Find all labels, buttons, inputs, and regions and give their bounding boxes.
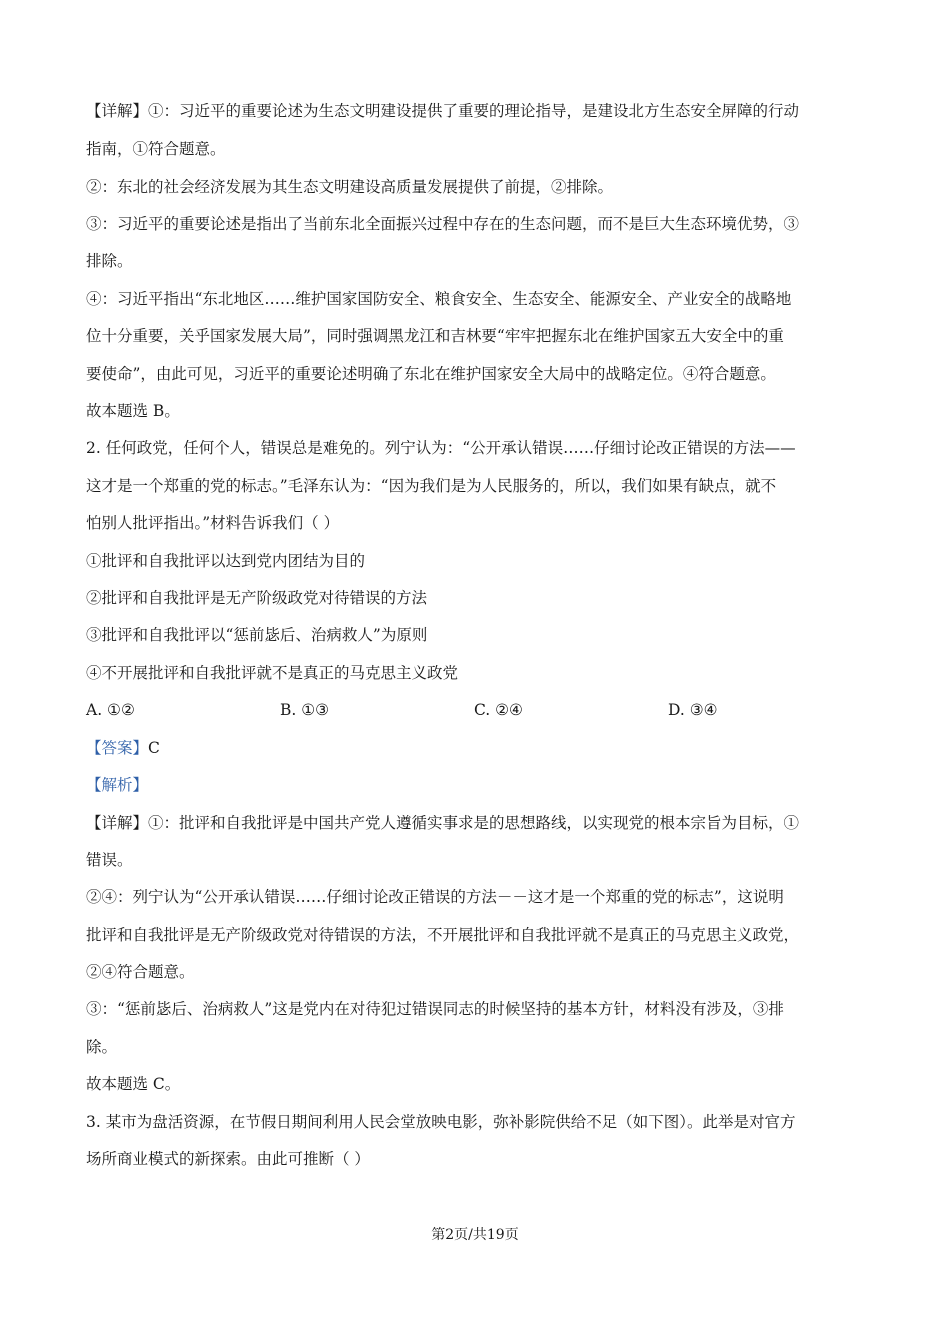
question-stem-line: 这才是一个郑重的党的标志。”毛泽东认为：“因为我们是为人民服务的，所以，我们如果有缺点，就不: [86, 477, 777, 495]
explanation-line: 批评和自我批评是无产阶级政党对待错误的方法，不开展批评和自我批评就不是真正的马克思主义政党，: [86, 926, 800, 944]
explanation-line: 【详解】①：批评和自我批评是中国共产党人遵循实事求是的思想路线，以实现党的根本宗旨为目标，①: [86, 814, 800, 832]
answer-label: 【答案】: [86, 739, 149, 757]
explanation-line: 【详解】①：习近平的重要论述为生态文明建设提供了重要的理论指导，是建设北方生态安全屏障的行动: [86, 102, 800, 120]
answer-row: [86, 738, 160, 758]
explanation-line: ③：习近平的重要论述是指出了当前东北全面振兴过程中存在的生态问题，而不是巨大生态环境优势，③: [86, 215, 800, 233]
explanation-line: 除。: [86, 1038, 118, 1056]
explanation-line: 错误。: [86, 851, 133, 869]
explanation-line: 排除。: [86, 252, 133, 270]
question-stem-line: 场所商业模式的新探索。由此可推断（ ）: [86, 1150, 370, 1168]
conclusion-line: 故本题选 B。: [86, 402, 180, 420]
option-c: C. ②④: [474, 701, 523, 719]
explanation-line: 要使命”，由此可见，习近平的重要论述明确了东北在维护国家安全大局中的战略定位。④符合题意。: [86, 365, 776, 383]
explanation-line: ③：“惩前毖后、治病救人”这是党内在对待犯过错误同志的时候坚持的基本方针，材料没有涉及，③排: [86, 1000, 784, 1018]
question-stem-line: 2. 任何政党，任何个人，错误总是难免的。列宁认为：“公开承认错误……仔细讨论改正错误的方法——: [86, 439, 796, 457]
explanation-line: 指南，①符合题意。: [86, 140, 226, 158]
question-stem-line: 怕别人批评指出。”材料告诉我们（ ）: [86, 514, 340, 532]
answer-value: C: [148, 739, 160, 757]
page-number: 第2页/共19页: [431, 1227, 519, 1243]
explanation-line: ②④符合题意。: [86, 963, 195, 981]
explanation-line: ②：东北的社会经济发展为其生态文明建设高质量发展提供了前提，②排除。: [86, 178, 614, 196]
conclusion-line: 故本题选 C。: [86, 1075, 181, 1093]
explanation-line: 位十分重要，关乎国家发展大局”，同时强调黑龙江和吉林要“牢牢把握东北在维护国家五大安全中的重: [86, 327, 784, 345]
option-d: D. ③④: [668, 701, 718, 719]
option-b: B. ①③: [280, 701, 330, 719]
question-stem-line: 3. 某市为盘活资源，在节假日期间利用人民会堂放映电影，弥补影院供给不足（如下图）。此举是对官方: [86, 1113, 796, 1131]
statement-item: ④不开展批评和自我批评就不是真正的马克思主义政党: [86, 664, 459, 682]
statement-item: ①批评和自我批评以达到党内团结为目的: [86, 552, 366, 570]
statement-item: ②批评和自我批评是无产阶级政党对待错误的方法: [86, 589, 428, 607]
option-a: A. ①②: [86, 701, 135, 719]
analysis-label: 【解析】: [86, 776, 149, 794]
statement-item: ③批评和自我批评以“惩前毖后、治病救人”为原则: [86, 626, 428, 644]
explanation-line: ④：习近平指出“东北地区……维护国家国防安全、粮食安全、生态安全、能源安全、产业安全的战略地: [86, 290, 792, 308]
explanation-line: ②④：列宁认为“公开承认错误……仔细讨论改正错误的方法－－这才是一个郑重的党的标志”，这说明: [86, 888, 784, 906]
